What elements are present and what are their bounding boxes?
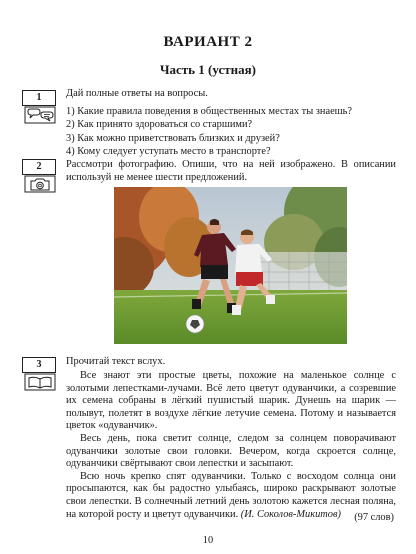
part-title: Часть 1 (устная) <box>159 62 256 77</box>
task3-instruction: Прочитай текст вслух. <box>66 356 166 367</box>
task2-text <box>66 158 396 184</box>
task1-question-1: 1) Какие правила поведения в общественных местах ты знаешь? <box>66 106 353 118</box>
task-number-1: 1 <box>22 90 56 106</box>
page-number: 10 <box>202 535 214 546</box>
word-count: (97 слов) <box>354 512 394 523</box>
open-book-icon <box>24 373 56 391</box>
task-number-3: 3 <box>22 357 56 373</box>
task1-question-2: 2) Как принято здороваться со старшими? <box>66 119 253 131</box>
task1-question-3: 3) Как можно приветствовать близких и друзей? <box>66 132 280 144</box>
task3-instruction-block <box>66 355 396 368</box>
soccer-photo <box>114 187 347 344</box>
task2-instruction: Рассмотри фотографию. Опиши, что на ней изображено. В описании используй не менее шести предложений. <box>66 159 396 184</box>
task1-instruction: Дай полные ответы на вопросы. <box>66 88 208 99</box>
reading-paragraph-2: Весь день, пока светит солнце, следом за солнцем поворачивают одуванчики золотые свои головки. Вечером, когда скроется солнце, одуванчики свёртывают свои лепестки и засыпают. <box>66 432 396 470</box>
reading-paragraph-3 <box>66 471 396 521</box>
task-number-2: 2 <box>22 159 56 175</box>
reading-paragraph-3-text: Всю ночь крепко спят одуванчики. Только с восходом солнца они просыпаются, как бы радостно улыбаясь, широко раскрывают золотые свои лепестки. В солнечный летний день золотою кажется лесная поляна, на которой росту и цветут одуванчики. <box>66 470 396 520</box>
reading-text <box>66 370 396 521</box>
speech-bubble-icon <box>24 106 56 124</box>
task1-text <box>66 87 396 158</box>
reading-author: (И. Соколов-Микитов) <box>240 508 341 520</box>
camera-icon <box>24 175 56 193</box>
variant-title: ВАРИАНТ 2 <box>163 34 253 50</box>
reading-paragraph-1: Все знают эти простые цветы, похожие на маленькое солнце с золотыми лепестками-лучами. Всё лето цветут одуванчики, а созревшие их семена собраны в лёгкий пушистый шарик. Дунешь на шарик — полывут, полетят в воздухе лёгкие летучие семена. Потому и называется цветок «одуванчик». <box>66 370 396 432</box>
task1-question-4: 4) Кому следует уступать место в транспорте? <box>66 145 271 157</box>
